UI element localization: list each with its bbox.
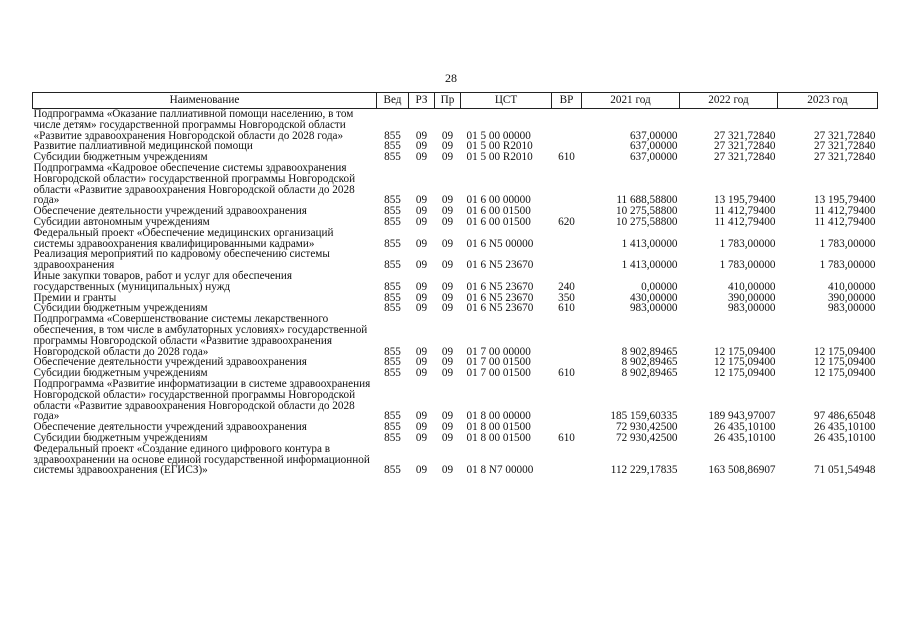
row-cst: 01 5 00 R2010: [466, 151, 533, 164]
row-cst: 01 6 00 01500: [466, 205, 531, 218]
row-pr: 09: [441, 205, 454, 218]
row-cst: 01 8 00 01500: [466, 421, 531, 434]
header-rz: РЗ: [409, 93, 435, 109]
row-pr: 09: [441, 421, 454, 434]
row-rz: 09: [415, 421, 428, 434]
row-2021: 112 229,17835: [610, 464, 678, 477]
row-2022: 12 175,09400: [713, 356, 776, 369]
row-pr: 09: [441, 410, 454, 423]
row-rz: 09: [415, 237, 428, 250]
row-rz: 09: [415, 140, 428, 153]
row-2022: 1 783,00000: [719, 259, 776, 272]
header-cst: ЦСТ: [461, 93, 552, 109]
row-pr: 09: [441, 302, 454, 315]
row-name: Реализация мероприятий по кадровому обеспечению системы здравоохранения: [33, 248, 330, 272]
row-ved: 855: [384, 356, 401, 369]
row-cst: 01 5 00 R2010: [466, 140, 533, 153]
row-pr: 09: [441, 140, 454, 153]
row-2023: 26 435,10100: [813, 431, 876, 444]
row-rz: 09: [415, 280, 428, 293]
row-cst: 01 8 00 01500: [466, 431, 531, 444]
row-2021: 1 413,00000: [621, 237, 678, 250]
row-vr: [552, 249, 582, 271]
row-cst: 01 6 N5 23670: [466, 259, 534, 272]
row-rz: 09: [415, 194, 428, 207]
row-name: Субсидии автономным учреждениям: [33, 215, 210, 228]
header-2021: 2021 год: [582, 93, 680, 109]
row-pr: 09: [441, 464, 454, 477]
row-ved: 855: [384, 410, 401, 423]
row-2023: 26 435,10100: [813, 421, 876, 434]
row-pr: 09: [441, 151, 454, 164]
row-rz: 09: [415, 431, 428, 444]
row-2021: 8 902,89465: [621, 367, 678, 380]
row-2023: 27 321,72840: [813, 140, 876, 153]
row-vr: [552, 314, 582, 357]
row-ved: 855: [384, 431, 401, 444]
row-cst: 01 7 00 01500: [466, 367, 531, 380]
row-2023: 12 175,09400: [813, 367, 876, 380]
row-pr: 09: [441, 356, 454, 369]
row-2022: 26 435,10100: [713, 421, 776, 434]
row-2022: 27 321,72840: [713, 151, 776, 164]
row-2023: 97 486,65048: [813, 410, 876, 423]
table-body: [33, 109, 878, 477]
row-name: Субсидии бюджетным учреждениям: [33, 431, 208, 444]
row-vr: 350: [558, 291, 575, 304]
row-pr: 09: [441, 280, 454, 293]
row-name: Подпрограмма «Оказание паллиативной помощи населению, в том числе детям» государственной программы Новгородской области «Развитие здравоохранения Новгородской области до 2028 года»: [33, 108, 354, 142]
row-pr: 09: [441, 431, 454, 444]
row-2023: 12 175,09400: [813, 345, 876, 358]
row-rz: 09: [415, 151, 428, 164]
row-2023: 390,00000: [827, 291, 876, 304]
row-2021: 185 159,60335: [610, 410, 678, 423]
row-rz: 09: [415, 291, 428, 304]
row-rz: 09: [415, 215, 428, 228]
row-rz: 09: [415, 464, 428, 477]
row-ved: 855: [384, 421, 401, 434]
row-2023: 1 783,00000: [819, 237, 876, 250]
row-ved: 855: [384, 280, 401, 293]
row-vr: [552, 163, 582, 206]
row-vr: 610: [558, 302, 575, 315]
row-ved: 855: [384, 215, 401, 228]
row-vr: 610: [558, 431, 575, 444]
table-row: [33, 249, 878, 271]
row-2023: 1 783,00000: [819, 259, 876, 272]
row-cst: 01 5 00 00000: [466, 129, 531, 142]
row-2021: 10 275,58800: [615, 205, 678, 218]
budget-table: [32, 92, 878, 476]
row-2023: 11 412,79400: [814, 205, 876, 218]
row-name: Субсидии бюджетным учреждениям: [33, 151, 208, 164]
header-2023: 2023 год: [778, 93, 878, 109]
row-cst: 01 6 00 00000: [466, 194, 531, 207]
row-2023: 410,00000: [827, 280, 876, 293]
row-2022: 12 175,09400: [713, 367, 776, 380]
row-name: Федеральный проект «Обеспечение медицинских организаций системы здравоохранения квалифицированными кадрами»: [33, 226, 334, 250]
row-2023: 983,00000: [827, 302, 876, 315]
row-2021: 8 902,89465: [621, 356, 678, 369]
row-2022: 11 412,79400: [714, 205, 776, 218]
row-2021: 72 930,42500: [615, 421, 678, 434]
row-rz: 09: [415, 367, 428, 380]
row-pr: 09: [441, 237, 454, 250]
header-ved: Вед: [377, 93, 409, 109]
row-ved: 855: [384, 291, 401, 304]
row-2021: 637,00000: [629, 151, 678, 164]
header-vr: ВР: [552, 93, 582, 109]
row-vr: [552, 379, 582, 422]
row-ved: 855: [384, 345, 401, 358]
row-rz: 09: [415, 129, 428, 142]
table-row: [33, 163, 878, 206]
row-name: Подпрограмма «Совершенствование системы лекарственного обеспечения, в том числе в амбулаторных условиях» государственной программы Новгородской области «Развитие здравоохранения Новгородской области до 2028 года»: [33, 313, 368, 358]
row-2021: 637,00000: [629, 129, 678, 142]
row-cst: 01 6 N5 00000: [466, 237, 534, 250]
row-name: Обеспечение деятельности учреждений здравоохранения: [33, 421, 307, 434]
row-cst: 01 8 N7 00000: [466, 464, 534, 477]
header-pr: Пр: [435, 93, 461, 109]
row-2021: 983,00000: [629, 302, 678, 315]
row-2021: 430,00000: [629, 291, 678, 304]
row-rz: 09: [415, 302, 428, 315]
row-cst: 01 8 00 00000: [466, 410, 531, 423]
row-2022: 189 943,97007: [708, 410, 776, 423]
row-name: Субсидии бюджетным учреждениям: [33, 302, 208, 315]
row-2022: 1 783,00000: [719, 237, 776, 250]
table-row: [33, 109, 878, 142]
row-2023: 27 321,72840: [813, 151, 876, 164]
row-2022: 27 321,72840: [713, 129, 776, 142]
row-ved: 855: [384, 129, 401, 142]
row-name: Подпрограмма «Развитие информатизации в системе здравоохранения Новгородской области» государственной программы Новгородской области «Развитие здравоохранения Новгородской области до 2028 года»: [33, 377, 371, 423]
row-vr: 620: [558, 215, 575, 228]
header-name: Наименование: [33, 93, 377, 109]
row-pr: 09: [441, 194, 454, 207]
row-name: Федеральный проект «Создание единого цифрового контура в здравоохранении на основе единой государственной информационной системы здравоохранения (ЕГИСЗ)»: [33, 442, 370, 477]
row-2021: 637,00000: [629, 140, 678, 153]
row-2022: 390,00000: [727, 291, 776, 304]
row-cst: 01 7 00 00000: [466, 345, 531, 358]
row-name: Обеспечение деятельности учреждений здравоохранения: [33, 356, 307, 369]
row-ved: 855: [384, 464, 401, 477]
table-row: [33, 379, 878, 422]
row-name: Обеспечение деятельности учреждений здравоохранения: [33, 205, 307, 218]
row-2021: 11 688,58800: [616, 194, 678, 207]
table-row: [33, 444, 878, 476]
row-ved: 855: [384, 237, 401, 250]
row-2023: 12 175,09400: [813, 356, 876, 369]
row-2023: 71 051,54948: [813, 464, 876, 477]
row-2023: 27 321,72840: [813, 129, 876, 142]
row-ved: 855: [384, 259, 401, 272]
row-2021: 72 930,42500: [615, 431, 678, 444]
row-pr: 09: [441, 291, 454, 304]
row-2022: 26 435,10100: [713, 431, 776, 444]
row-name: Субсидии бюджетным учреждениям: [33, 367, 208, 380]
row-rz: 09: [415, 345, 428, 358]
table-row: [33, 271, 878, 293]
row-cst: 01 7 00 01500: [466, 356, 531, 369]
row-2023: 11 412,79400: [814, 215, 876, 228]
table-row: [33, 228, 878, 250]
row-vr: [552, 228, 582, 250]
row-cst: 01 6 N5 23670: [466, 280, 534, 293]
row-rz: 09: [415, 205, 428, 218]
row-cst: 01 6 N5 23670: [466, 291, 534, 304]
row-2021: 1 413,00000: [621, 259, 678, 272]
row-2022: 13 195,79400: [713, 194, 776, 207]
table-row: [33, 314, 878, 357]
row-ved: 855: [384, 205, 401, 218]
row-2022: 27 321,72840: [713, 140, 776, 153]
row-rz: 09: [415, 259, 428, 272]
row-2022: 410,00000: [727, 280, 776, 293]
row-ved: 855: [384, 151, 401, 164]
table-header-row: [33, 93, 878, 109]
row-ved: 855: [384, 194, 401, 207]
row-name: Иные закупки товаров, работ и услуг для обеспечения государственных (муниципальных) нужд: [33, 269, 293, 293]
row-vr: [552, 109, 582, 142]
row-ved: 855: [384, 367, 401, 380]
row-2022: 163 508,86907: [708, 464, 776, 477]
row-cst: 01 6 00 01500: [466, 215, 531, 228]
row-ved: 855: [384, 140, 401, 153]
row-2021: 10 275,58800: [615, 215, 678, 228]
row-name: Подпрограмма «Кадровое обеспечение системы здравоохранения Новгородской области» государственной программы Новгородской области «Развитие здравоохранения Новгородской области до 2028 года»: [33, 161, 356, 207]
row-name: Развитие паллиативной медицинской помощи: [33, 140, 253, 153]
row-name: Премии и гранты: [33, 291, 117, 304]
row-2021: 0,00000: [641, 280, 678, 293]
row-2022: 11 412,79400: [714, 215, 776, 228]
row-vr: 240: [558, 280, 575, 293]
row-2021: 8 902,89465: [621, 345, 678, 358]
row-rz: 09: [415, 410, 428, 423]
row-pr: 09: [441, 129, 454, 142]
row-pr: 09: [441, 367, 454, 380]
row-rz: 09: [415, 356, 428, 369]
row-ved: 855: [384, 302, 401, 315]
row-cst: 01 6 N5 23670: [466, 302, 534, 315]
row-vr: 610: [558, 151, 575, 164]
row-2022: 12 175,09400: [713, 345, 776, 358]
row-vr: [552, 444, 582, 476]
row-pr: 09: [441, 259, 454, 272]
row-2023: 13 195,79400: [813, 194, 876, 207]
row-pr: 09: [441, 345, 454, 358]
row-vr: 610: [558, 367, 575, 380]
header-2022: 2022 год: [680, 93, 778, 109]
page-number: 28: [445, 71, 457, 85]
row-2022: 983,00000: [727, 302, 776, 315]
row-pr: 09: [441, 215, 454, 228]
